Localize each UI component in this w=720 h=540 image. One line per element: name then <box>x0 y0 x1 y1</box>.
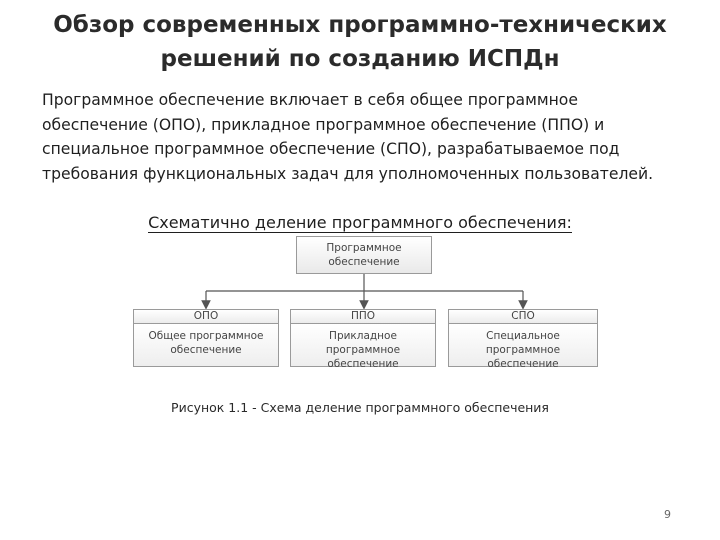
child-node-spo-line-1: Специальное программное <box>485 330 561 356</box>
child-node-ppo <box>290 309 436 370</box>
body-line-1: Программное обеспечение включает в себя общее программное <box>42 91 578 109</box>
body-line-4: требования функциональных задач для уполномоченных пользователей. <box>42 164 654 183</box>
child-node-ppo-line-1: Прикладное программное <box>325 330 401 356</box>
root-node-line-1: Программное <box>326 242 402 254</box>
child-node-ppo-line-2: обеспечение <box>327 358 399 370</box>
child-node-spo-abbr: СПО <box>449 310 597 324</box>
child-node-opo-label <box>134 324 278 366</box>
figure-caption: Рисунок 1.1 - Схема деление программного обеспечения <box>171 400 549 415</box>
child-node-ppo-label <box>291 324 435 370</box>
child-node-spo-line-2: обеспечение <box>487 358 559 370</box>
body-line-2: обеспечение (ОПО), прикладное программное обеспечение (ППО) и <box>42 115 605 134</box>
page-number: 9 <box>664 508 671 521</box>
root-node-software <box>296 236 432 274</box>
title-line-1: Обзор современных программно-технических <box>53 12 667 38</box>
child-node-spo-label <box>449 324 597 370</box>
title-line-2: решений по созданию ИСПДн <box>160 46 560 72</box>
child-node-opo <box>133 309 279 367</box>
subheading-text: Схематично деление программного обеспечения: <box>148 213 572 232</box>
root-node-line-2: обеспечение <box>328 256 400 268</box>
child-node-opo-abbr: ОПО <box>134 310 278 324</box>
child-node-opo-line-1: Общее программное <box>148 330 264 342</box>
child-node-spo <box>448 309 598 370</box>
body-line-3: специальное программное обеспечение (СПО), разрабатываемое под <box>42 140 620 158</box>
child-node-opo-line-2: обеспечение <box>170 344 242 356</box>
child-node-ppo-abbr: ППО <box>291 310 435 324</box>
